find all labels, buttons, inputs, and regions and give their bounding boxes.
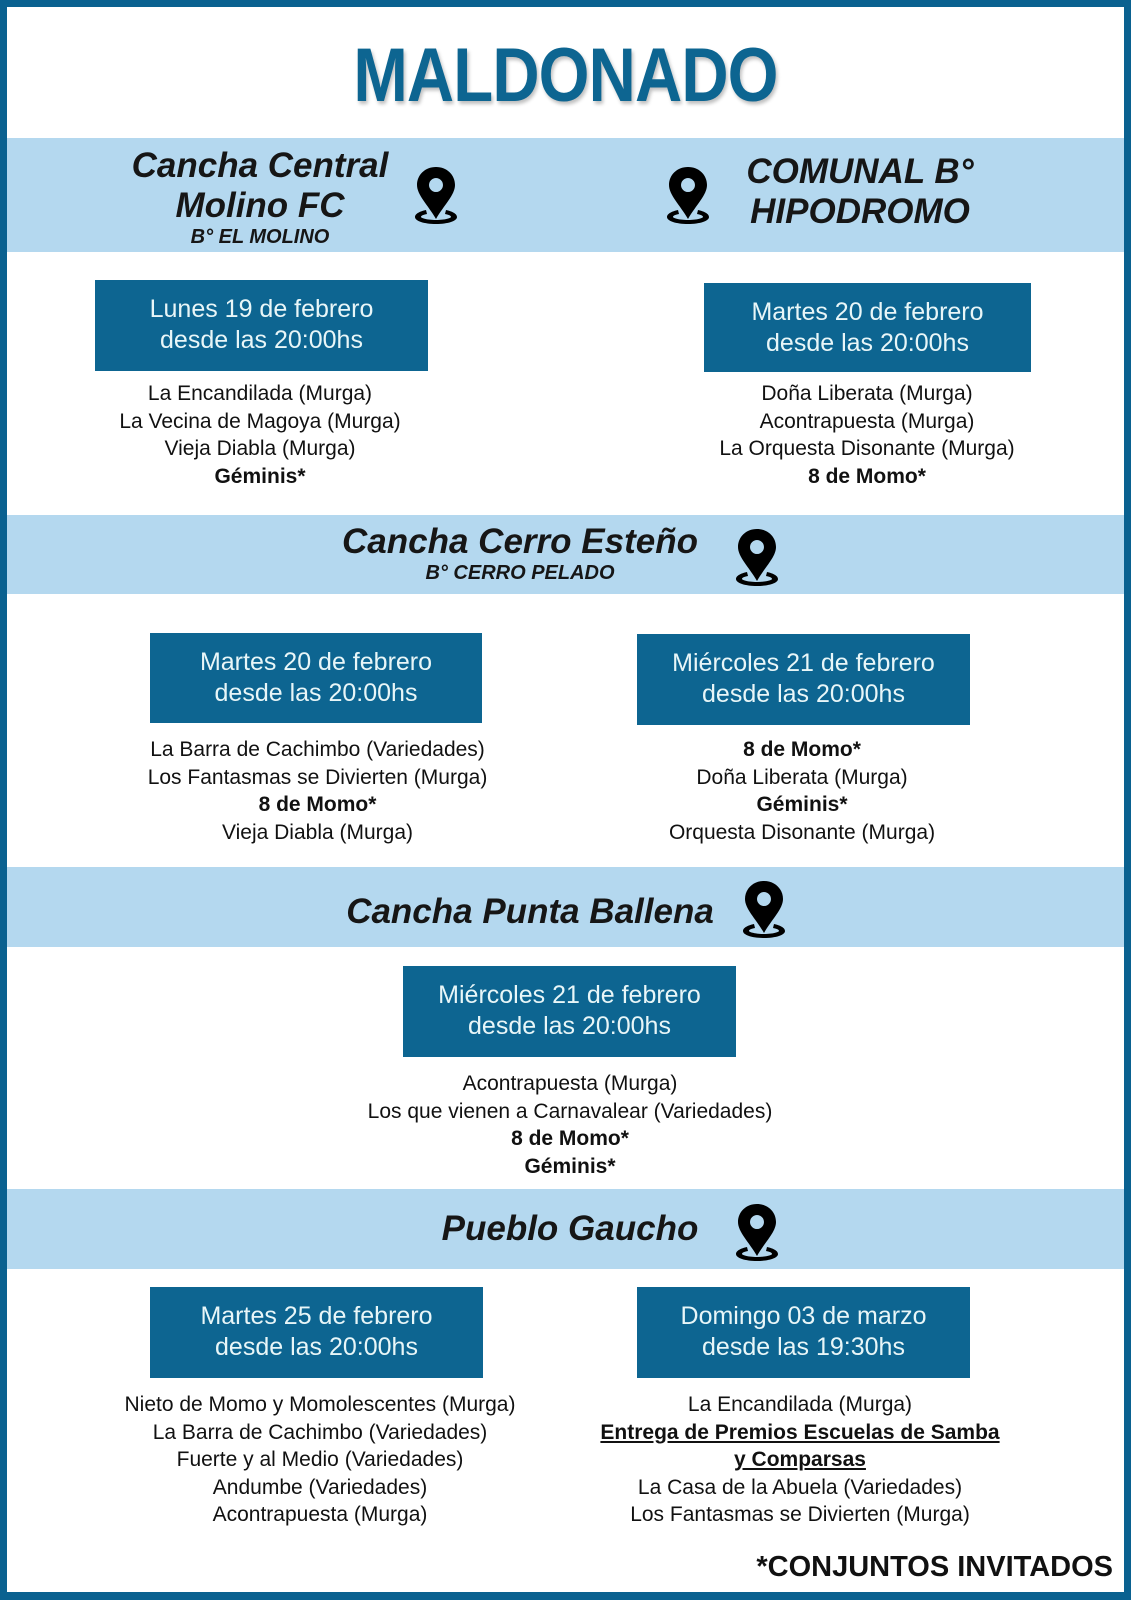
map-pin-icon [664, 165, 712, 225]
venue-name: COMUNAL B° [746, 152, 974, 191]
event-acts [60, 380, 460, 490]
act-item: Los que vienen a Carnavalear (Variedades) [367, 1099, 773, 1123]
event-time: desde las 20:00hs [766, 329, 969, 357]
venue-hipodromo [720, 152, 1000, 232]
event-acts [560, 1391, 1040, 1529]
act-item-guest: Géminis* [524, 1154, 616, 1178]
page-title: MALDONADO [353, 33, 778, 118]
act-item: Doña Liberata (Murga) [696, 765, 908, 789]
act-item-guest: 8 de Momo* [258, 793, 377, 816]
event-acts [315, 1070, 825, 1180]
venue-name: Pueblo Gaucho [441, 1209, 699, 1248]
event-acts [100, 736, 535, 846]
act-item: La Vecina de Magoya (Murga) [119, 409, 401, 433]
act-item: Doña Liberata (Murga) [761, 382, 973, 405]
event-time: desde las 20:00hs [702, 680, 905, 708]
act-item: Acontrapuesta (Murga) [462, 1072, 678, 1095]
event-acts [602, 736, 1002, 846]
event-date: Lunes 19 de febrero [149, 295, 374, 323]
event-time: desde las 20:00hs [215, 1333, 418, 1361]
venue-molino [100, 146, 420, 248]
event-date: Martes 20 de febrero [199, 648, 433, 676]
event-time: desde las 20:00hs [468, 1012, 671, 1040]
act-item: La Encandilada (Murga) [687, 1393, 913, 1416]
map-pin-icon [740, 879, 788, 939]
act-item: La Casa de la Abuela (Variedades) [637, 1475, 963, 1499]
footnote-guest-groups: *CONJUNTOS INVITADOS [756, 1551, 1113, 1583]
event-date: Miércoles 21 de febrero [672, 649, 935, 677]
event-acts [80, 1391, 560, 1529]
act-item-guest: Géminis* [214, 464, 306, 488]
act-item: Nieto de Momo y Momolescentes (Murga) [124, 1393, 516, 1416]
venue-name: Cancha Cerro Esteño [342, 522, 698, 561]
map-pin-icon [733, 527, 781, 587]
venue-barrio: B° EL MOLINO [190, 226, 330, 248]
event-date-box [637, 1287, 970, 1378]
map-pin-icon [733, 1202, 781, 1262]
event-date-box [95, 280, 428, 371]
event-date-box [637, 634, 970, 725]
act-item: Andumbe (Variedades) [212, 1475, 428, 1499]
event-date-box [150, 1287, 483, 1378]
act-item: Acontrapuesta (Murga) [759, 409, 975, 433]
venue-name: Cancha Punta Ballena [346, 892, 714, 931]
act-item: Vieja Diabla (Murga) [221, 820, 414, 844]
act-item-guest: 8 de Momo* [511, 1127, 629, 1150]
act-item-guest: Géminis* [756, 793, 848, 816]
event-date: Miércoles 21 de febrero [438, 981, 701, 1009]
event-date-box [150, 633, 482, 723]
event-date-box [704, 283, 1031, 372]
venue-punta-ballena [320, 892, 740, 932]
venue-name: HIPODROMO [750, 192, 970, 231]
act-item-guest: 8 de Momo* [808, 464, 926, 488]
event-acts [667, 380, 1067, 490]
act-item: La Barra de Cachimbo (Variedades) [152, 1420, 488, 1444]
act-item-award: y Comparsas [734, 1448, 866, 1471]
act-item: La Barra de Cachimbo (Variedades) [150, 738, 485, 761]
act-item: Los Fantasmas se Divierten (Murga) [147, 765, 488, 789]
event-date: Martes 25 de febrero [200, 1302, 433, 1330]
act-item: Orquesta Disonante (Murga) [668, 820, 936, 844]
venue-name: Cancha Central [131, 146, 389, 185]
event-date: Domingo 03 de marzo [680, 1302, 927, 1330]
event-date: Martes 20 de febrero [751, 298, 984, 326]
act-item: La Encandilada (Murga) [147, 382, 373, 405]
venue-cerro-esteno [300, 522, 740, 584]
act-item-award: Entrega de Premios Escuelas de Samba [600, 1420, 1000, 1444]
act-item-guest: 8 de Momo* [743, 738, 861, 761]
event-time: desde las 20:00hs [160, 326, 363, 354]
venue-name: Molino FC [175, 186, 345, 225]
map-pin-icon [412, 165, 460, 225]
event-date-box [403, 966, 736, 1057]
act-item: Fuerte y al Medio (Variedades) [176, 1448, 464, 1471]
event-time: desde las 19:30hs [702, 1333, 905, 1361]
venue-barrio: B° CERRO PELADO [425, 562, 615, 584]
venue-pueblo-gaucho [420, 1209, 720, 1249]
act-item: Los Fantasmas se Divierten (Murga) [630, 1503, 970, 1526]
act-item: La Orquesta Disonante (Murga) [719, 437, 1015, 460]
act-item: Vieja Diabla (Murga) [164, 437, 356, 460]
act-item: Acontrapuesta (Murga) [212, 1503, 428, 1526]
event-time: desde las 20:00hs [214, 679, 418, 707]
